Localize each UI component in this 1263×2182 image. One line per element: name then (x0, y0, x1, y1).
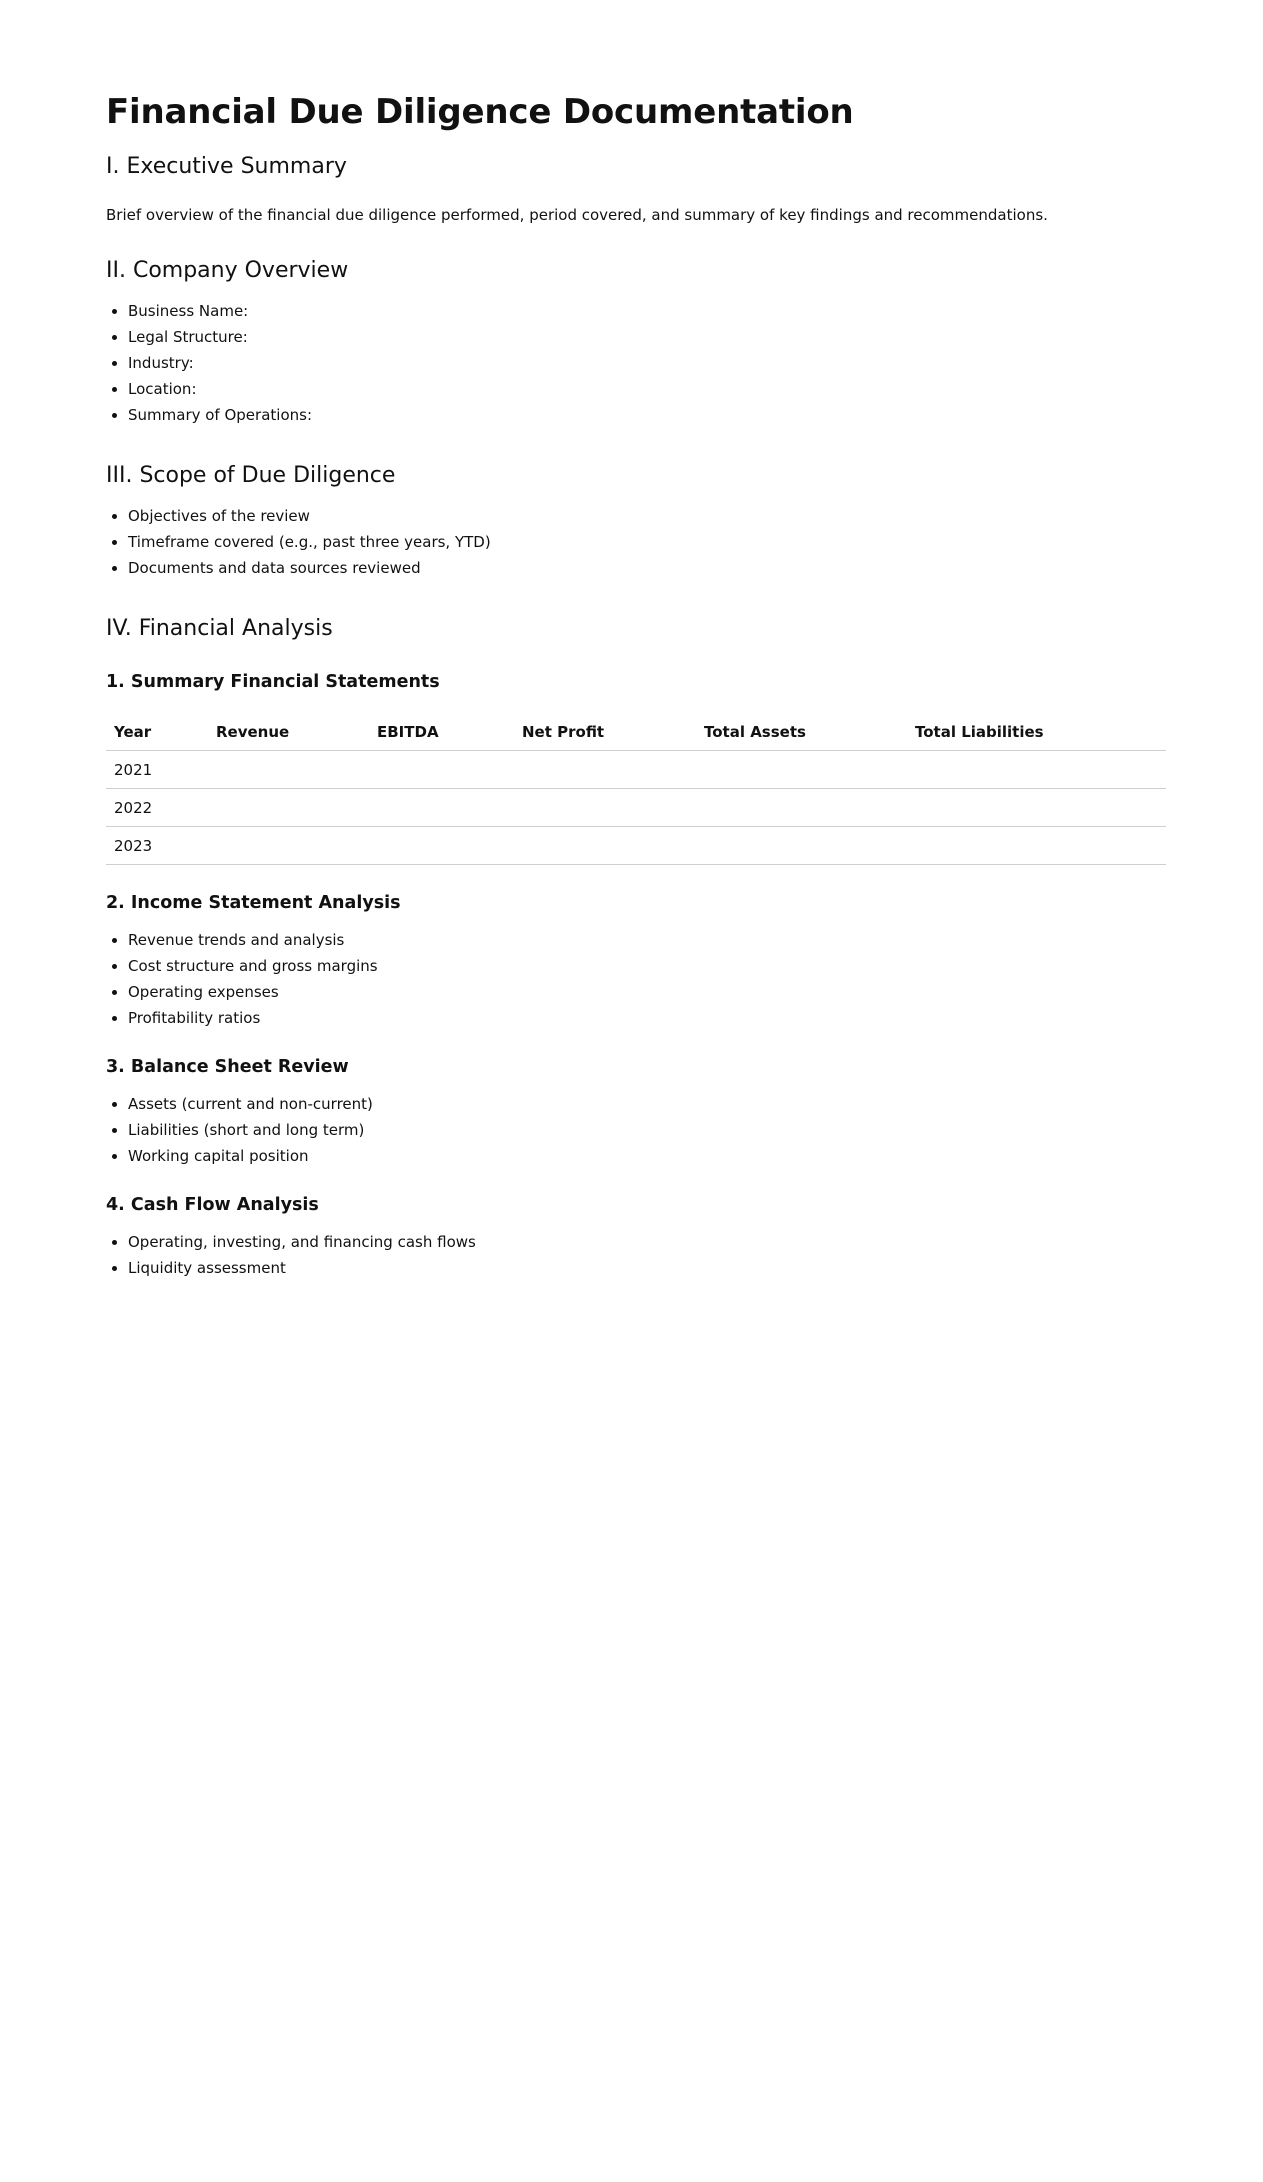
table-cell-net-profit (514, 751, 696, 789)
table-cell-ebitda (369, 789, 514, 827)
table-cell-net-profit (514, 827, 696, 865)
table-header-row (106, 714, 1166, 751)
subsection-heading-income-statement: 2. Income Statement Analysis (106, 893, 401, 913)
column-header-ebitda: EBITDA (369, 714, 514, 751)
table-row (106, 827, 1166, 865)
table-cell-total-liabilities (907, 827, 1166, 865)
company-overview-list (106, 298, 1166, 428)
table-cell-ebitda (369, 751, 514, 789)
list-item: • Revenue trends and analysis (128, 927, 1166, 953)
section-heading-financial-analysis: IV. Financial Analysis (106, 616, 333, 641)
table-cell-total-liabilities (907, 751, 1166, 789)
income-statement-list (106, 927, 1166, 1031)
table-cell-revenue (208, 751, 369, 789)
list-item: • Profitability ratios (128, 1005, 1166, 1031)
table-row (106, 789, 1166, 827)
table-cell-total-assets (696, 827, 907, 865)
list-item: • Liabilities (short and long term) (128, 1117, 1166, 1143)
table-cell-total-assets (696, 789, 907, 827)
scope-list (106, 503, 1166, 581)
list-item: • Legal Structure: (128, 324, 1166, 350)
column-header-net-profit: Net Profit (514, 714, 696, 751)
table-cell-year: 2022 (106, 789, 208, 827)
table-cell-revenue (208, 789, 369, 827)
column-header-total-assets: Total Assets (696, 714, 907, 751)
subsection-heading-summary-statements: 1. Summary Financial Statements (106, 672, 440, 692)
table-row (106, 751, 1166, 789)
list-item: • Operating expenses (128, 979, 1166, 1005)
list-item: • Assets (current and non-current) (128, 1091, 1166, 1117)
balance-sheet-list (106, 1091, 1166, 1169)
list-item: • Industry: (128, 350, 1166, 376)
summary-financial-table (106, 714, 1166, 865)
page-title: Financial Due Diligence Documentation (106, 92, 854, 132)
subsection-heading-balance-sheet: 3. Balance Sheet Review (106, 1057, 349, 1077)
table-cell-total-liabilities (907, 789, 1166, 827)
list-item: • Liquidity assessment (128, 1255, 1166, 1281)
list-item: • Documents and data sources reviewed (128, 555, 1166, 581)
list-item: • Cost structure and gross margins (128, 953, 1166, 979)
list-item: • Working capital position (128, 1143, 1166, 1169)
section-heading-executive-summary: I. Executive Summary (106, 154, 347, 179)
column-header-revenue: Revenue (208, 714, 369, 751)
section-heading-scope: III. Scope of Due Diligence (106, 463, 396, 488)
list-item: • Timeframe covered (e.g., past three years, YTD) (128, 529, 1166, 555)
table-cell-revenue (208, 827, 369, 865)
executive-summary-text: Brief overview of the financial due diligence performed, period covered, and summary of key findings and recommendations. (106, 206, 1048, 224)
table-cell-net-profit (514, 789, 696, 827)
column-header-total-liabilities: Total Liabilities (907, 714, 1166, 751)
table-cell-ebitda (369, 827, 514, 865)
table-cell-year: 2023 (106, 827, 208, 865)
section-heading-company-overview: II. Company Overview (106, 258, 349, 283)
subsection-heading-cash-flow: 4. Cash Flow Analysis (106, 1195, 319, 1215)
list-item: • Summary of Operations: (128, 402, 1166, 428)
cash-flow-list (106, 1229, 1166, 1281)
table-cell-total-assets (696, 751, 907, 789)
list-item: • Business Name: (128, 298, 1166, 324)
list-item: • Location: (128, 376, 1166, 402)
table-cell-year: 2021 (106, 751, 208, 789)
list-item: • Operating, investing, and financing cash flows (128, 1229, 1166, 1255)
list-item: • Objectives of the review (128, 503, 1166, 529)
column-header-year: Year (106, 714, 208, 751)
